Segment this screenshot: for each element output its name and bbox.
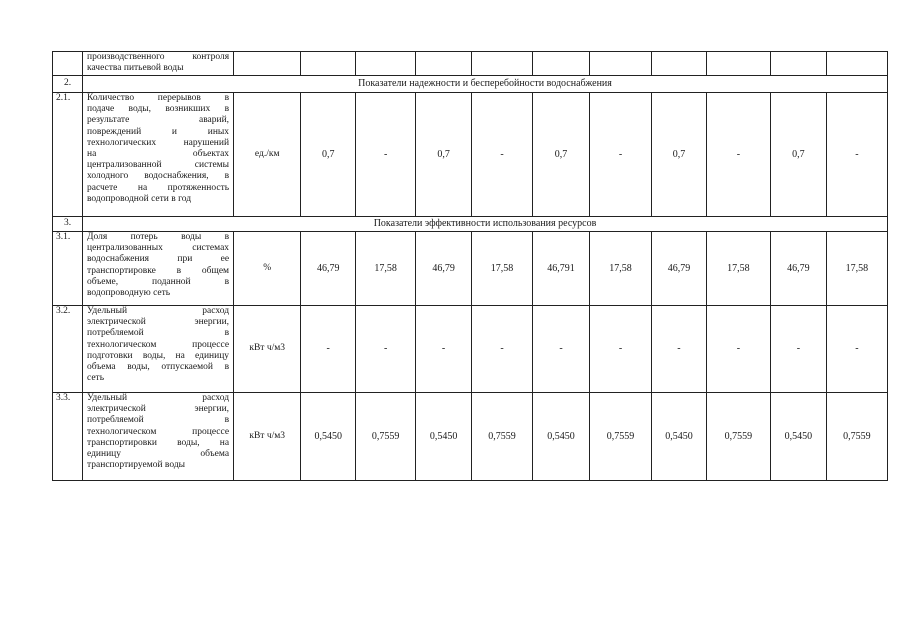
description-line: потребляемой в	[87, 415, 230, 426]
description-line: сеть	[87, 373, 105, 384]
description-line: повреждений и иных	[87, 126, 230, 137]
value-cell: 0,5450	[301, 393, 356, 481]
value-cell	[652, 52, 707, 76]
row-number: 2.1.	[53, 93, 83, 217]
description-line: централизованной системы	[87, 160, 230, 171]
value-cell: 0,5450	[652, 393, 707, 481]
section-number: 3.	[53, 217, 83, 232]
value-cell: -	[356, 93, 416, 217]
section-header-row	[53, 76, 888, 93]
row-description	[83, 52, 234, 76]
value-cell	[706, 52, 770, 76]
value-cell: -	[826, 93, 887, 217]
value-cell: 0,7	[652, 93, 707, 217]
unit-cell	[234, 52, 301, 76]
table-row	[53, 393, 888, 481]
value-cell	[826, 52, 887, 76]
value-cell: 0,5450	[771, 393, 827, 481]
description-line: результате аварий,	[87, 115, 230, 126]
description-line: транспортируемой воды	[87, 460, 186, 471]
value-cell: -	[826, 306, 887, 393]
value-cell: 17,58	[706, 232, 770, 306]
value-cell: 0,7	[416, 93, 472, 217]
value-cell: 0,7559	[706, 393, 770, 481]
description-line: транспортировки воды, на	[87, 437, 230, 448]
description-line: транспортировке в общем	[87, 265, 230, 276]
value-cell: 46,791	[533, 232, 590, 306]
value-cell: 0,5450	[416, 393, 472, 481]
description-line: холодного водоснабжения, в	[87, 171, 230, 182]
indicators-table	[52, 51, 888, 481]
value-cell	[301, 52, 356, 76]
row-number: 3.3.	[53, 393, 83, 481]
section-title: Показатели эффективности использования ресурсов	[83, 217, 888, 232]
value-cell: 0,7559	[826, 393, 887, 481]
value-cell: 46,79	[416, 232, 472, 306]
value-cell: 46,79	[301, 232, 356, 306]
value-cell: 0,7559	[589, 393, 651, 481]
value-cell: -	[589, 93, 651, 217]
row-description	[83, 93, 234, 217]
unit-cell: ед./км	[234, 93, 301, 217]
description-line: объеме, поданной в	[87, 276, 230, 287]
description-line: централизованных системах	[87, 243, 230, 254]
value-cell: -	[472, 93, 533, 217]
value-cell: 0,7559	[356, 393, 416, 481]
description-line: технологическом процессе	[87, 339, 230, 350]
value-cell: 0,7	[533, 93, 590, 217]
table-row	[53, 93, 888, 217]
value-cell: -	[356, 306, 416, 393]
description-line: объема воды, отпускаемой в	[87, 362, 230, 373]
row-number: 3.2.	[53, 306, 83, 393]
description-line: Удельный расход	[87, 393, 230, 403]
unit-cell: кВт ч/м3	[234, 393, 301, 481]
description-line: единицу объема	[87, 449, 230, 460]
table-row	[53, 232, 888, 306]
table-row	[53, 52, 888, 76]
description-line: водопроводной сети в год	[87, 193, 192, 204]
row-description	[83, 306, 234, 393]
unit-cell: кВт ч/м3	[234, 306, 301, 393]
value-cell: 46,79	[652, 232, 707, 306]
value-cell	[533, 52, 590, 76]
description-line: водоснабжения при ее	[87, 254, 230, 265]
unit-cell: %	[234, 232, 301, 306]
row-number: 3.1.	[53, 232, 83, 306]
value-cell	[589, 52, 651, 76]
description-line: производственного контроля	[87, 52, 230, 62]
value-cell: 0,7	[771, 93, 827, 217]
description-line: подготовки воды, на единицу	[87, 350, 230, 361]
value-cell: 0,5450	[533, 393, 590, 481]
description-line: Доля потерь воды в	[87, 232, 230, 242]
description-line: водопроводную сеть	[87, 288, 171, 299]
value-cell: 46,79	[771, 232, 827, 306]
value-cell: 0,7	[301, 93, 356, 217]
value-cell: -	[706, 93, 770, 217]
description-line: Количество перерывов в	[87, 93, 230, 103]
value-cell: -	[652, 306, 707, 393]
value-cell	[472, 52, 533, 76]
value-cell	[356, 52, 416, 76]
value-cell: -	[589, 306, 651, 393]
description-line: подаче воды, возникших в	[87, 104, 230, 115]
description-line: качества питьевой воды	[87, 63, 184, 74]
value-cell: -	[472, 306, 533, 393]
description-line: на объектах	[87, 149, 230, 160]
description-line: электрической энергии,	[87, 317, 230, 328]
description-line: технологическом процессе	[87, 426, 230, 437]
section-header-row	[53, 217, 888, 232]
description-line: технологических нарушений	[87, 137, 230, 148]
value-cell: -	[301, 306, 356, 393]
section-number: 2.	[53, 76, 83, 93]
value-cell: 17,58	[356, 232, 416, 306]
row-description	[83, 232, 234, 306]
value-cell: 17,58	[472, 232, 533, 306]
description-line: электрической энергии,	[87, 404, 230, 415]
description-line: Удельный расход	[87, 306, 230, 316]
description-line: расчете на протяженность	[87, 182, 230, 193]
section-title: Показатели надежности и бесперебойности водоснабжения	[83, 76, 888, 93]
row-description	[83, 393, 234, 481]
value-cell: -	[706, 306, 770, 393]
value-cell: -	[416, 306, 472, 393]
value-cell: 17,58	[826, 232, 887, 306]
row-number-cell	[53, 52, 83, 76]
value-cell: -	[771, 306, 827, 393]
value-cell	[771, 52, 827, 76]
description-line: потребляемой в	[87, 328, 230, 339]
value-cell	[416, 52, 472, 76]
value-cell: -	[533, 306, 590, 393]
value-cell: 17,58	[589, 232, 651, 306]
table-row	[53, 306, 888, 393]
value-cell: 0,7559	[472, 393, 533, 481]
